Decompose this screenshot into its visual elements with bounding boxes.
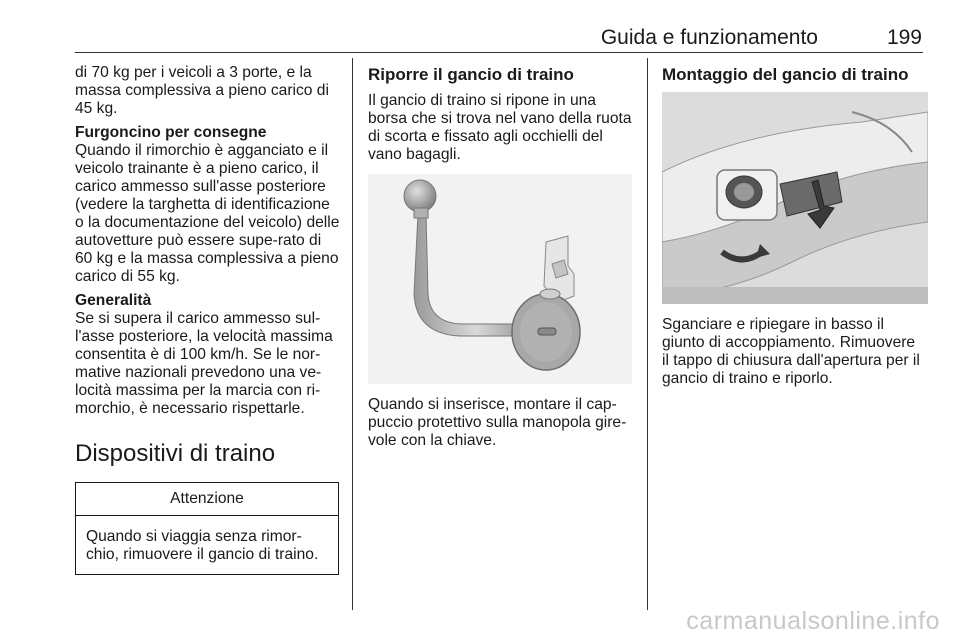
warning-box [75,482,339,575]
column-divider-2 [647,58,648,610]
subheading-furgoncino: Furgoncino per consegne [75,124,267,141]
paragraph-montaggio: Sganciare e ripiegare in basso il giunto di accoppiamento. Rimuovere il tappo di chiusura dall'apertura per il gancio di traino e riporlo. [662,316,920,387]
column-2 [368,64,636,456]
intro-paragraph: di 70 kg per i veicoli a 3 porte, e la massa complessiva a pieno carico di 45 kg. [75,64,329,117]
paragraph-furgoncino: Quando il rimorchio è agganciato e il veicolo trainante è a pieno carico, il carico ammesso sull'asse posteriore (vedere la targhetta di identificazione o la documentazione del veicolo) delle autovetture può essere supe-rato di 60 kg e la massa complessiva a pieno carico di 55 kg. [75,142,340,285]
warning-heading: Attenzione [76,483,338,516]
column-3 [662,64,926,394]
paragraph-riporre: Il gancio di traino si ripone in una borsa che si trova nel vano della ruota di scorta e fissato agli occhielli del vano bagagli. [368,92,632,163]
header-rule [75,52,923,53]
paragraph-generalita: Se si supera il carico ammesso sul-l'asse posteriore, la velocità massima consentita è di 100 km/h. Se le nor-mative nazionali prevedono una ve-locità massima per la marcia con ri-morchio, è necessario rispettarle. [75,310,333,417]
heading-riporre: Riporre il gancio di traino [368,65,574,84]
column-divider-1 [352,58,353,610]
subheading-generalita: Generalità [75,292,152,309]
tow-hook-illustration [368,174,632,384]
watermark: carmanualsonline.info [686,607,940,635]
warning-text: Quando si viaggia senza rimor-chio, rimuovere il gancio di traino. [86,528,319,563]
caption-riporre: Quando si inserisce, montare il cap-puccio protettivo sulla manopola gire-vole con la chiave. [368,396,627,449]
column-1 [75,64,341,575]
header-title: Guida e funzionamento [600,26,818,49]
rear-bumper-illustration [662,92,928,304]
heading-montaggio: Montaggio del gancio di traino [662,65,909,84]
section-title: Dispositivi di traino [75,440,276,467]
page-number: 199 [886,26,922,49]
